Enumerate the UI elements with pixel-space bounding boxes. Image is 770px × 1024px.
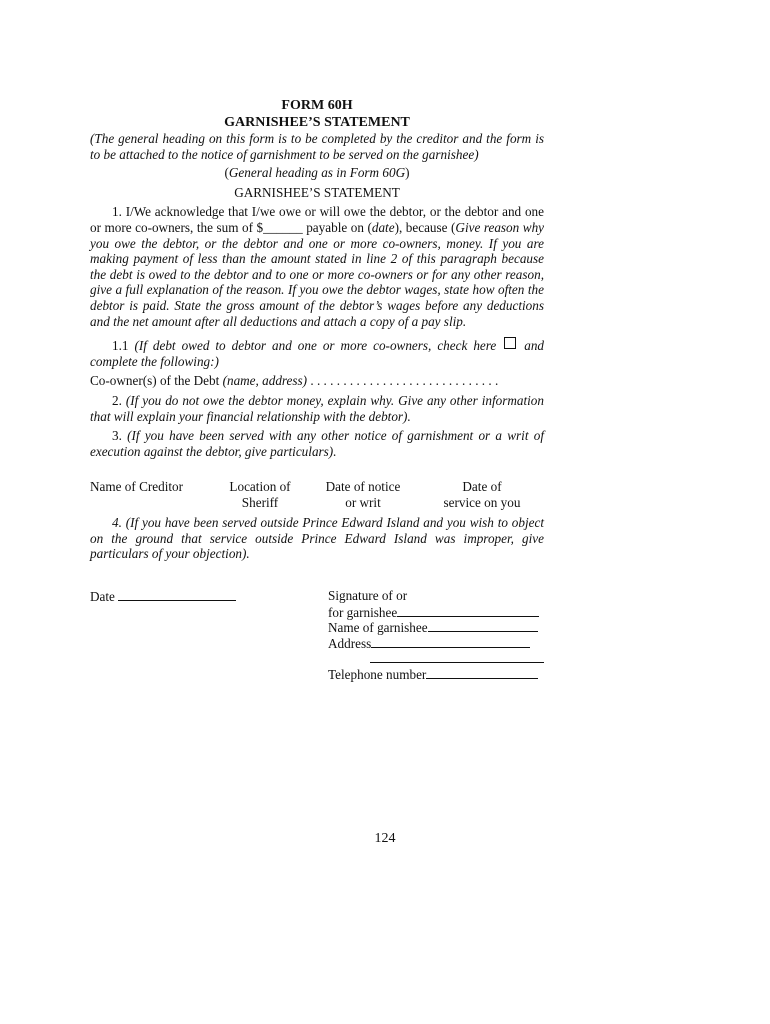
col3-line2: or writ — [345, 494, 381, 510]
paragraph-2 — [90, 393, 544, 424]
para1-plain: 1. I/We acknowledge that I/we owe or will owe the debtor, or the debtor and one or more co-owners, the sum of $______ payable on ( — [90, 204, 544, 235]
col3-line1: Date of notice — [325, 479, 401, 495]
col-date-of-service — [434, 479, 530, 510]
page-number: 124 — [374, 831, 396, 846]
para1-instructions: Give reason why you owe the debtor, or the debtor and one or more co-owners, money. If you are making payment of less than the amount stated in line 2 of this paragraph because the debt is owed to the debtor and to one or more co-owners or for any other reason, give a full explanation of the reason. If you owe the debtor wages, state how often the debtor is paid. State the gross amount of the debtor’s wages before any deductions and the net amount after all deductions and attach a copy of a pay slip. — [90, 219, 545, 329]
coowner-label: Co-owner(s) of the Debt — [90, 373, 220, 389]
date-field — [90, 588, 236, 605]
coowner-checkbox[interactable] — [504, 337, 516, 349]
date-line[interactable] — [118, 588, 236, 601]
para3-text: (If you have been served with any other notice of garnishment or a writ of execution against the debtor, give particulars). — [90, 428, 545, 459]
address-label: Address — [328, 635, 372, 651]
particulars-columns — [90, 479, 544, 513]
date-label: Date — [90, 589, 115, 605]
signature-row — [328, 604, 544, 620]
general-heading-note: (The general heading on this form is to be completed by the creditor and the form is to be attached to the notice of garnishment to be served on the garnishee) — [90, 131, 544, 162]
form-number: FORM 60H — [281, 98, 353, 113]
signature-label-line1: Signature of or — [328, 588, 408, 604]
garnishee-name-line[interactable] — [428, 619, 538, 632]
para11-text: (If debt owed to debtor and one or more co-owners, check here — [134, 338, 497, 354]
para2-num: 2. — [112, 392, 122, 408]
paragraph-1-1 — [90, 337, 544, 369]
col4-line2: service on you — [443, 494, 521, 510]
form-content — [90, 97, 544, 708]
address-row-2 — [328, 650, 544, 666]
paragraph-4: 4. (If you have been served outside Prince Edward Island and you wish to object on the ground that service outside Prince Edward Island was improper, give particulars of your objection). — [90, 515, 544, 562]
para11-tail: and complete the following:) — [90, 338, 545, 369]
signature-line[interactable] — [397, 604, 539, 617]
garnishee-name-row — [328, 619, 544, 635]
general-heading-ref-text: General heading as in Form 60G — [228, 165, 406, 181]
signature-label-line2: for garnishee — [328, 604, 398, 620]
paragraph-1 — [90, 204, 544, 329]
signature-block — [90, 588, 544, 708]
form-title: GARNISHEE’S STATEMENT — [224, 115, 410, 130]
coowner-line — [90, 373, 544, 389]
para1-date: date — [371, 219, 395, 235]
telephone-line[interactable] — [426, 666, 538, 679]
garnishee-name-label: Name of garnishee — [328, 620, 428, 636]
para2-text: (If you do not owe the debtor money, explain why. Give any other information that will explain your financial relationship with the debtor). — [90, 392, 544, 424]
address-line-2[interactable] — [370, 650, 544, 663]
address-row — [328, 635, 544, 651]
col-name-of-creditor: Name of Creditor — [90, 479, 184, 495]
general-heading-ref: (General heading as in Form 60G) — [224, 165, 410, 181]
col2-line2: Sheriff — [241, 494, 279, 510]
col4-line1: Date of — [462, 479, 502, 495]
paragraph-3 — [90, 428, 544, 459]
para11-num: 1.1 — [112, 338, 129, 354]
coowner-dots: . . . . . . . . . . . . . . . . . . . . . . . . . . . . . — [310, 373, 499, 389]
telephone-label: Telephone number — [328, 667, 427, 683]
section-title: GARNISHEE’S STATEMENT — [234, 184, 400, 200]
col2-line1: Location of — [229, 479, 291, 495]
telephone-row — [328, 666, 544, 682]
garnishee-fields — [328, 588, 544, 682]
para3-num: 3. — [112, 428, 122, 444]
col-location-of-sheriff — [220, 479, 300, 510]
col-date-of-notice — [318, 479, 408, 510]
para1-because: ), because ( — [394, 219, 456, 235]
coowner-hint: (name, address) — [222, 373, 308, 389]
address-line-1[interactable] — [371, 635, 530, 648]
